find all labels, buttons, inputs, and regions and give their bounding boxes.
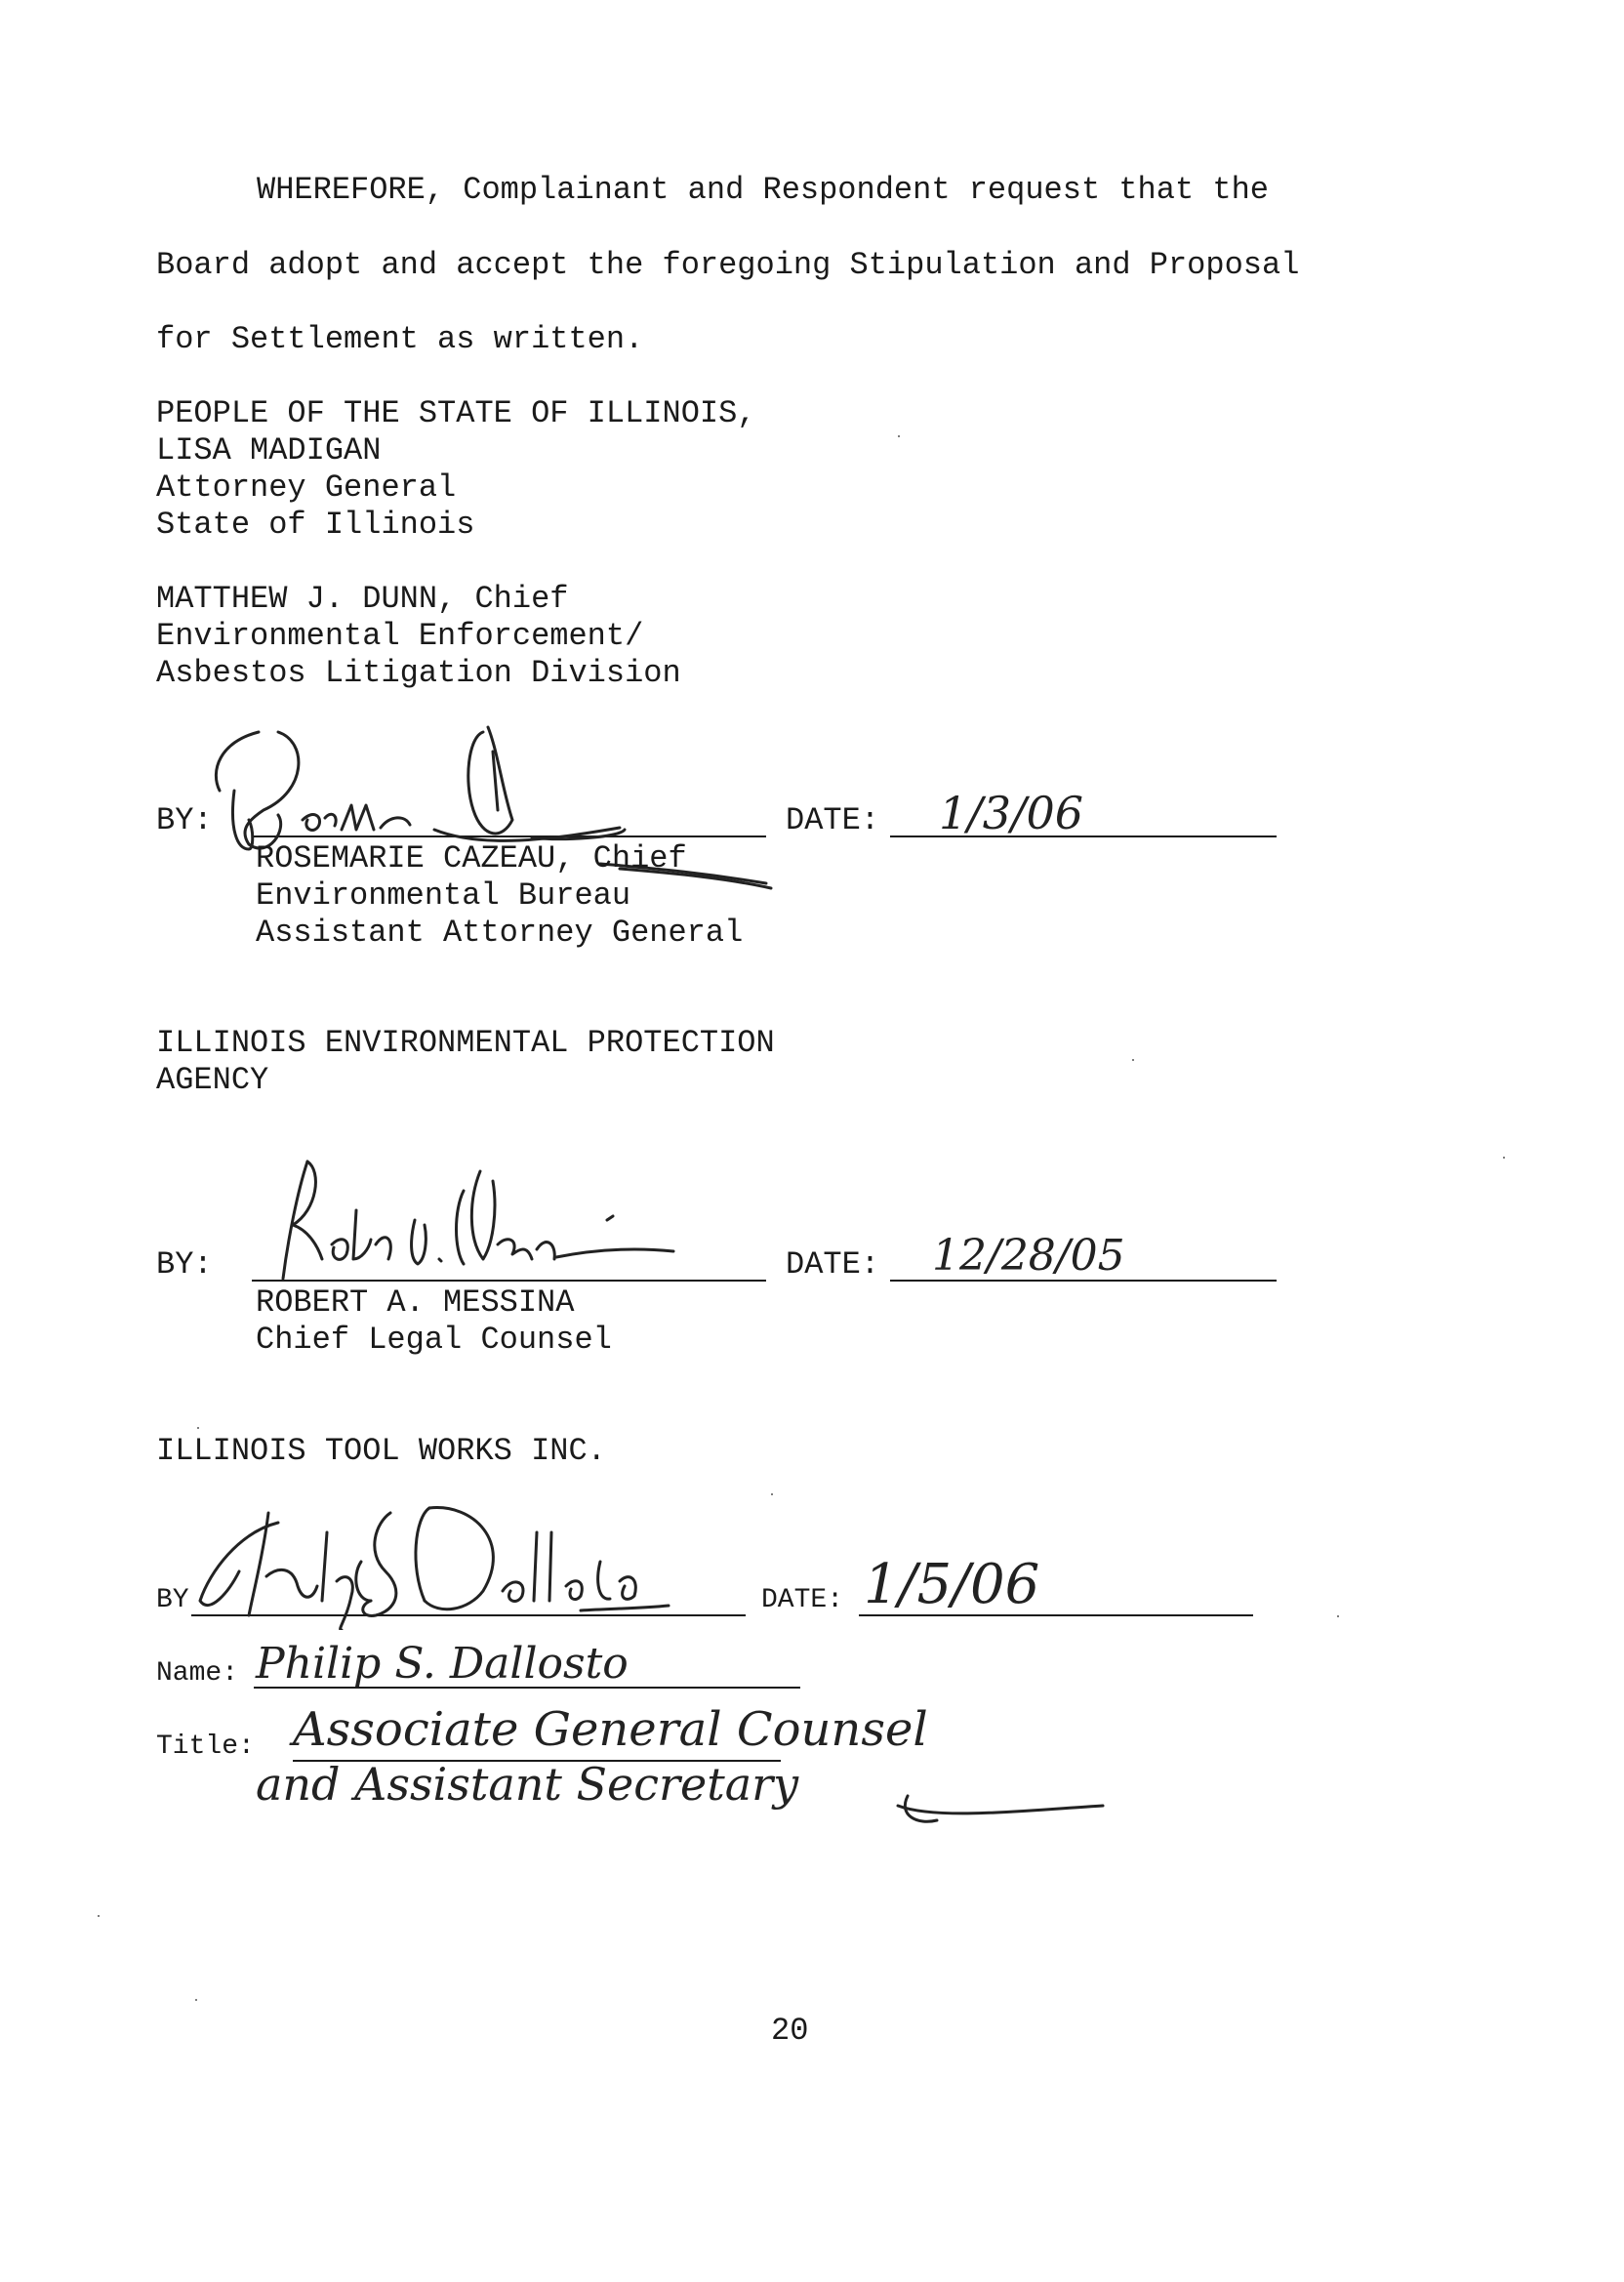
scan-speck <box>771 1493 773 1495</box>
people-line-1: PEOPLE OF THE STATE OF ILLINOIS, <box>156 395 756 431</box>
sig1-line-3: Assistant Attorney General <box>256 915 744 951</box>
sig3-by-label: BY <box>156 1585 189 1615</box>
page-number: 20 <box>771 2013 809 2049</box>
sig3-handwritten-date: 1/5/06 <box>864 1553 1040 1616</box>
sig3-handwritten-name: Philip S. Dallosto <box>256 1639 629 1689</box>
sig2-handwritten-date: 12/28/05 <box>932 1231 1125 1281</box>
sig3-handwritten-title-1: Associate General Counsel <box>293 1702 928 1757</box>
sig3-date-label: DATE: <box>761 1585 844 1615</box>
people-line-3: Attorney General <box>156 469 457 506</box>
people-line-7: Asbestos Litigation Division <box>156 655 681 691</box>
people-line-4: State of Illinois <box>156 507 475 543</box>
sig3-handwritten-signature <box>190 1493 756 1630</box>
paragraph-line-3: for Settlement as written. <box>156 321 644 357</box>
scan-speck <box>898 435 900 437</box>
sig3-handwritten-title-2: and Assistant Secretary <box>256 1758 799 1811</box>
sig1-name: ROSEMARIE CAZEAU, Chief <box>256 840 687 876</box>
agency-line-2: AGENCY <box>156 1062 269 1098</box>
sig1-handwritten-date: 1/3/06 <box>939 787 1084 839</box>
sig3-title-underline-flourish <box>878 1776 1113 1835</box>
scan-speck <box>1337 1615 1339 1617</box>
sig2-name: ROBERT A. MESSINA <box>256 1284 575 1321</box>
sig1-date-label: DATE: <box>786 802 880 838</box>
scan-speck <box>195 1999 197 2001</box>
sig2-by-label: BY: <box>156 1246 213 1283</box>
sig1-by-label: BY: <box>156 802 213 838</box>
itw-line-1: ILLINOIS TOOL WORKS INC. <box>156 1433 606 1469</box>
sig1-line-2: Environmental Bureau <box>256 877 631 914</box>
people-line-2: LISA MADIGAN <box>156 432 382 469</box>
paragraph-line-1: WHEREFORE, Complainant and Respondent request that the <box>257 172 1269 208</box>
scan-speck <box>1132 1059 1134 1061</box>
people-line-6: Environmental Enforcement/ <box>156 618 644 654</box>
agency-line-1: ILLINOIS ENVIRONMENTAL PROTECTION <box>156 1025 775 1061</box>
paragraph-line-2: Board adopt and accept the foregoing Stipulation and Proposal <box>156 247 1300 283</box>
scan-speck <box>98 1915 100 1917</box>
sig2-line-2: Chief Legal Counsel <box>256 1322 612 1358</box>
sig2-date-label: DATE: <box>786 1246 880 1283</box>
sig2-handwritten-signature <box>264 1152 703 1288</box>
sig3-name-label: Name: <box>156 1658 239 1689</box>
scan-speck <box>197 1427 199 1429</box>
people-line-5: MATTHEW J. DUNN, Chief <box>156 581 569 617</box>
scan-speck <box>1503 1157 1505 1159</box>
sig3-title-label: Title: <box>156 1732 255 1762</box>
